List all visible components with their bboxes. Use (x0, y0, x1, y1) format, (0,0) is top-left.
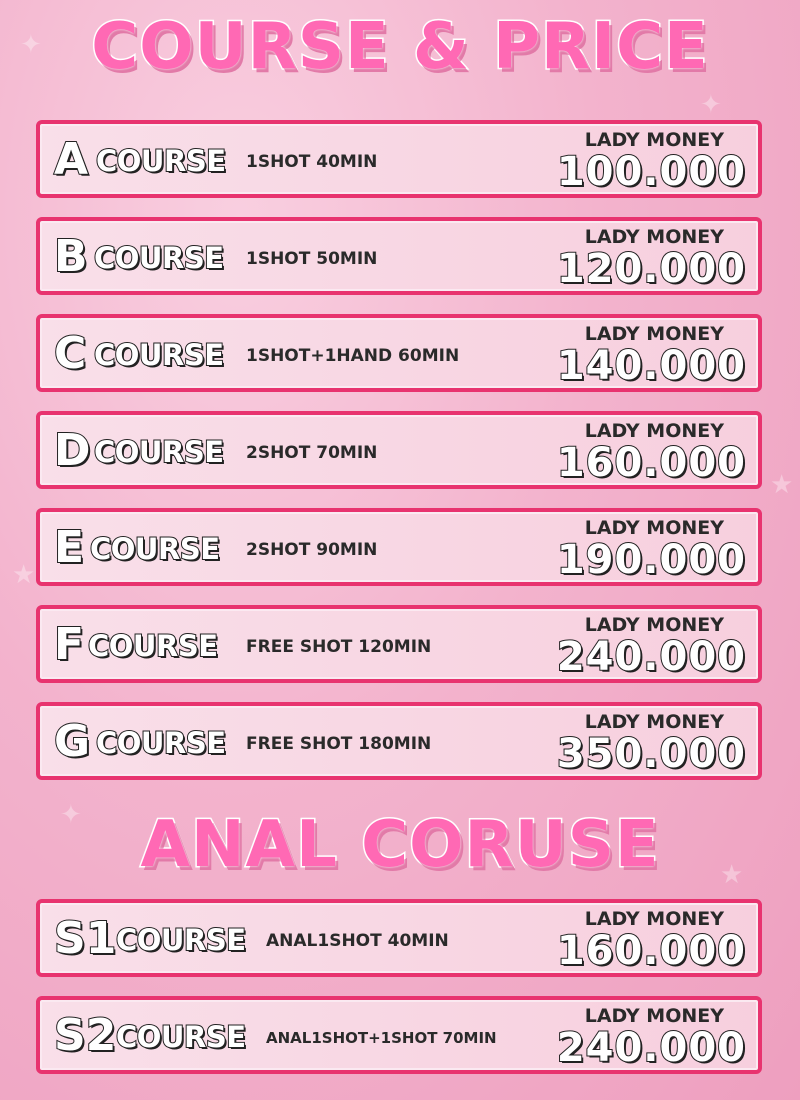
course-letter: F (54, 619, 85, 670)
star-sparkle-icon: ✦ (60, 800, 82, 830)
course-word: COURSE (94, 338, 224, 372)
price-value: 160.000 (556, 440, 746, 486)
course-description: ANAL1SHOT 40MIN (266, 931, 449, 951)
price-value: 240.000 (556, 1025, 746, 1071)
course-word: COURSE (96, 726, 226, 760)
star-sparkle-icon: ★ (12, 560, 36, 590)
price-label: LADY MONEY (584, 614, 724, 636)
price-label: LADY MONEY (584, 517, 724, 539)
price-label: LADY MONEY (584, 323, 724, 345)
course-letter: B (54, 231, 88, 282)
price-value: 140.000 (556, 343, 746, 389)
course-description: FREE SHOT 180MIN (246, 734, 432, 754)
price-label: LADY MONEY (584, 908, 724, 930)
course-description: 2SHOT 70MIN (246, 443, 378, 463)
star-sparkle-icon: ✦ (700, 90, 722, 120)
star-sparkle-icon: ★ (770, 470, 794, 500)
course-description: FREE SHOT 120MIN (246, 637, 432, 657)
course-description: 1SHOT+1HAND 60MIN (246, 346, 460, 366)
price-value: 350.000 (556, 731, 746, 777)
course-row-g (36, 702, 762, 780)
course-row-a (36, 120, 762, 198)
course-word: COURSE (96, 144, 226, 178)
star-sparkle-icon: ✦ (20, 30, 42, 60)
course-description: 2SHOT 90MIN (246, 540, 378, 560)
price-value: 160.000 (556, 928, 746, 974)
price-label: LADY MONEY (584, 226, 724, 248)
course-letter: G (54, 716, 91, 767)
course-word: COURSE (94, 435, 224, 469)
price-label: LADY MONEY (584, 420, 724, 442)
course-row-b (36, 217, 762, 295)
course-row-f (36, 605, 762, 683)
course-letter: S2 (54, 1010, 117, 1061)
course-word: COURSE (94, 241, 224, 275)
price-value: 100.000 (556, 149, 746, 195)
price-value: 120.000 (556, 246, 746, 292)
course-word: COURSE (116, 923, 246, 957)
price-label: LADY MONEY (584, 711, 724, 733)
course-letter: S1 (54, 913, 117, 964)
course-row-s1 (36, 899, 762, 977)
course-description: ANAL1SHOT+1SHOT 70MIN (266, 1029, 497, 1047)
price-label: LADY MONEY (584, 1005, 724, 1027)
course-row-s2 (36, 996, 762, 1074)
price-value: 240.000 (556, 634, 746, 680)
price-value: 190.000 (556, 537, 746, 583)
section-title: ANAL CORUSE (140, 808, 660, 882)
course-row-d (36, 411, 762, 489)
price-label: LADY MONEY (584, 129, 724, 151)
course-word: COURSE (88, 629, 218, 663)
course-row-e (36, 508, 762, 586)
course-letter: E (54, 522, 85, 573)
course-word: COURSE (90, 532, 220, 566)
course-word: COURSE (116, 1020, 246, 1054)
course-letter: D (54, 425, 91, 476)
course-row-c (36, 314, 762, 392)
page-title: COURSE & PRICE (91, 10, 709, 84)
course-letter: A (54, 134, 89, 185)
course-letter: C (54, 328, 87, 379)
star-sparkle-icon: ★ (720, 860, 744, 890)
course-description: 1SHOT 40MIN (246, 152, 378, 172)
course-description: 1SHOT 50MIN (246, 249, 378, 269)
